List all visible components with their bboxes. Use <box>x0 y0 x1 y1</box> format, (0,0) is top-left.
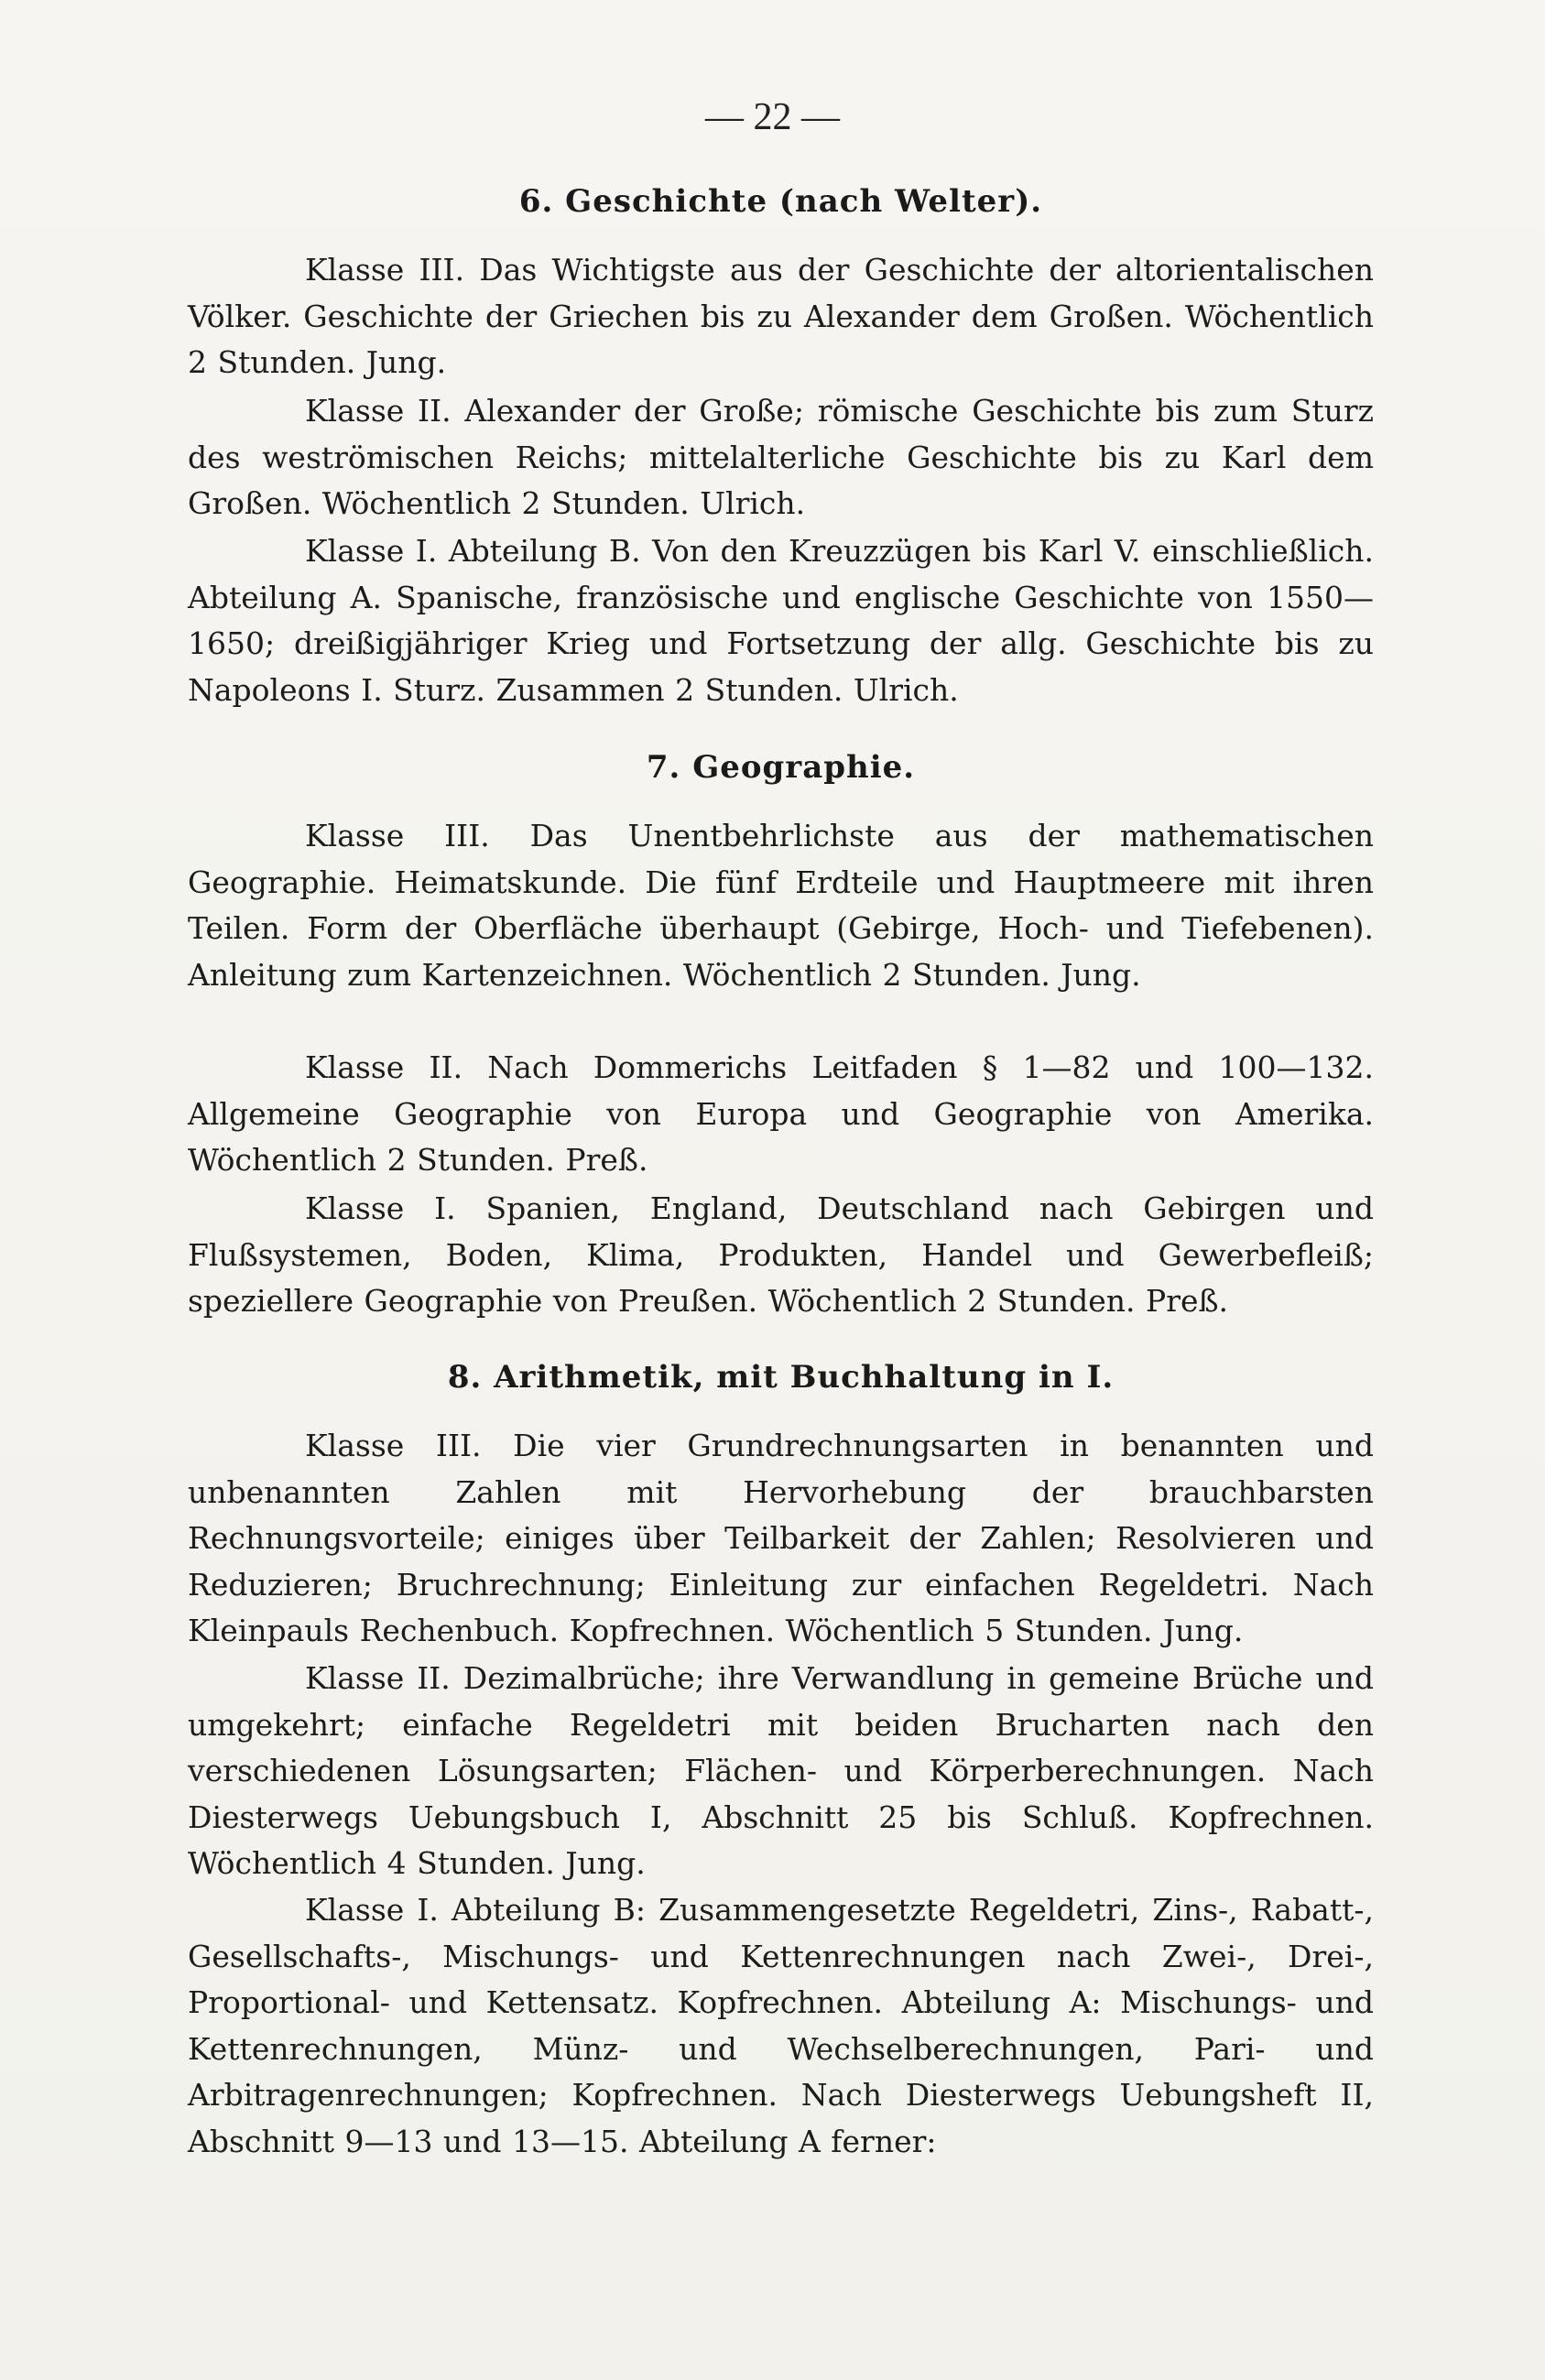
paragraph-arithmetik-klasse-2: Klasse II. Dezimalbrüche; ihre Verwandlung in gemeine Brüche und umgekehrt; einfache Regeldetri mit beiden Brucharten nach den verschiedenen Lösungsarten; Flächen- und Körperberechnungen. Nach Diesterwegs Uebungsbuch I, Abschnitt 25 bis Schluß. Kopfrechnen. Wöchentlich 4 Stunden. Jung. <box>188 1660 1374 1882</box>
paragraph-arithmetik-klasse-3: Klasse III. Die vier Grundrechnungsarten in benannten und unbenannten Zahlen mit Hervorhebung der brauchbarsten Rechnungsvorteile; einiges über Teilbarkeit der Zahlen; Resolvieren und Reduzieren; Bruchrechnung; Einleitung zur einfachen Regeldetri. Nach Kleinpauls Rechenbuch. Kopfrechnen. Wöchentlich 5 Stunden. Jung. <box>188 1428 1374 1649</box>
paragraph-geschichte-klasse-1: Klasse I. Abteilung B. Von den Kreuzzügen bis Karl V. einschließlich. Abteilung A. Spanische, französische und englische Geschichte von 1550—1650; dreißigjähriger Krieg und Fortsetzung der allg. Geschichte bis zu Napoleons I. Sturz. Zusammen 2 Stunden. Ulrich. <box>188 533 1374 708</box>
paragraph-geographie-klasse-2: Klasse II. Nach Dommerichs Leitfaden § 1—82 und 100—132. Allgemeine Geographie von Europa und Geographie von Amerika. Wöchentlich 2 Stunden. Preß. <box>188 1049 1374 1179</box>
paragraph-geographie-klasse-3: Klasse III. Das Unentbehrlichste aus der mathematischen Geographie. Heimatskunde. Die fünf Erdteile und Hauptmeere mit ihren Teilen. Form der Oberfläche überhaupt (Gebirge, Hoch- und Tiefebenen). Anleitung zum Kartenzeichnen. Wöchentlich 2 Stunden. Jung. <box>188 818 1374 993</box>
page-number: — 22 — <box>705 96 840 138</box>
section-heading-arithmetik: 8. Arithmetik, mit Buchhaltung in I. <box>447 1359 1115 1396</box>
section-heading-geographie: 7. Geographie. <box>646 749 916 786</box>
paragraph-geschichte-klasse-2: Klasse II. Alexander der Große; römische Geschichte bis zum Sturz des weströmischen Reichs; mittelalterliche Geschichte bis zu Karl dem Großen. Wöchentlich 2 Stunden. Ulrich. <box>188 393 1374 522</box>
section-heading-geschichte: 6. Geschichte (nach Welter). <box>518 183 1043 220</box>
paragraph-arithmetik-klasse-1: Klasse I. Abteilung B: Zusammengesetzte Regeldetri, Zins-, Rabatt-, Gesellschafts-, Mischungs- und Kettenrechnungen nach Zwei-, Drei-, Proportional- und Kettensatz. Kopfrechnen. Abteilung A: Mischungs- und Kettenrechnungen, Münz- und Wechselberechnungen, Pari- und Arbitragenrechnungen; Kopfrechnen. Nach Diesterwegs Uebungsheft II, Abschnitt 9—13 und 13—15. Abteilung A ferner: <box>188 1892 1374 2159</box>
paragraph-geographie-klasse-1: Klasse I. Spanien, England, Deutschland nach Gebirgen und Flußsystemen, Boden, Klima, Produkten, Handel und Gewerbefleiß; speziellere Geographie von Preußen. Wöchentlich 2 Stunden. Preß. <box>188 1190 1374 1320</box>
paragraph-geschichte-klasse-3: Klasse III. Das Wichtigste aus der Geschichte der altorientalischen Völker. Geschichte der Griechen bis zu Alexander dem Großen. Wöchentlich 2 Stunden. Jung. <box>188 252 1374 381</box>
